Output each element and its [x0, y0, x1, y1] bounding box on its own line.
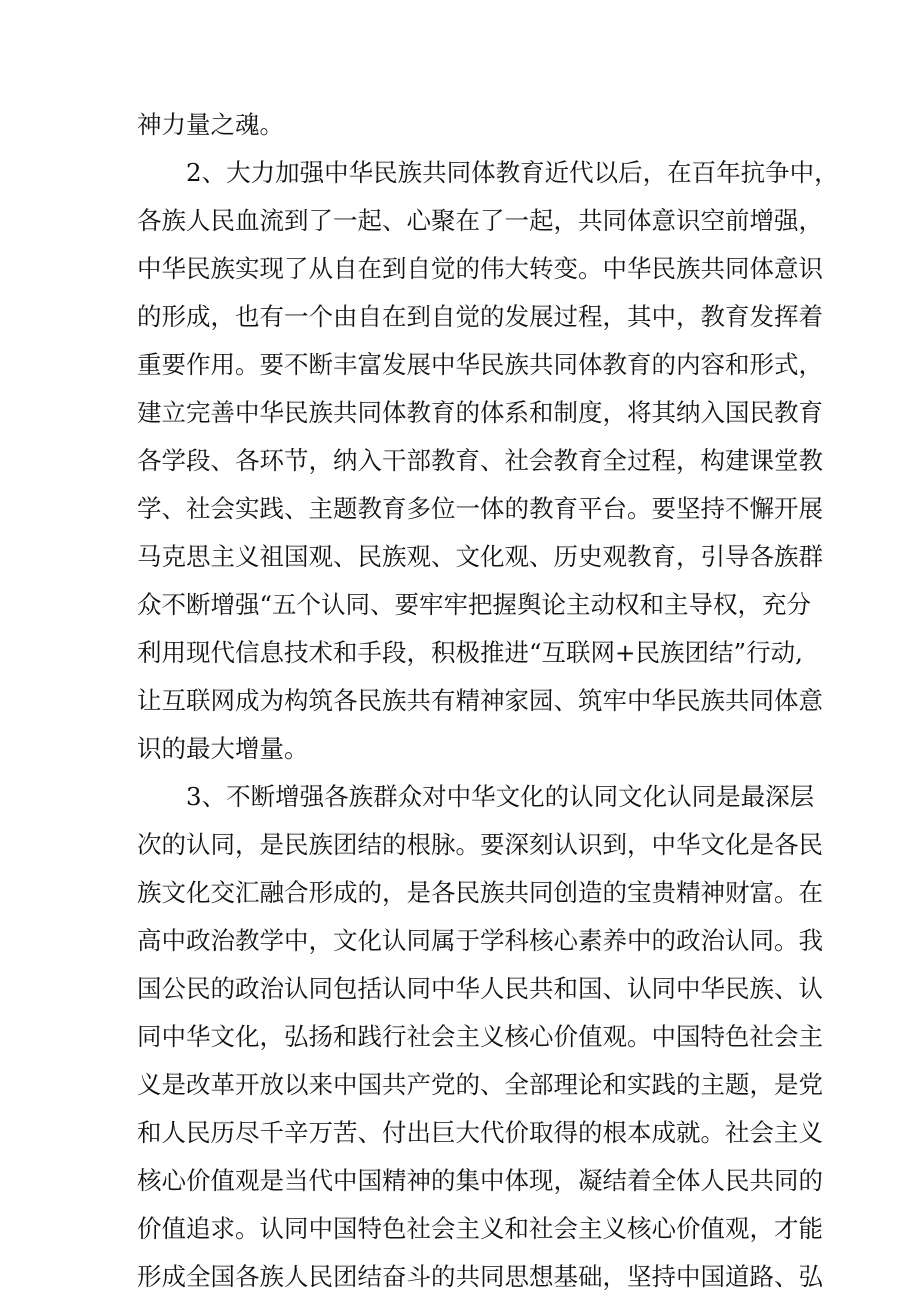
text-line: 马克思主义祖国观、民族观、文化观、历史观教育，引导各族群: [137, 542, 823, 571]
text-line: 3、不断增强各族群众对中华文化的认同文化认同是最深层: [186, 782, 815, 811]
paragraph-3-culture: [137, 773, 823, 1301]
text-line: 利用现代信息技术和手段，积极推进“互联网+民族团结”行动,: [137, 638, 803, 667]
text-line: 重要作用。要不断丰富发展中华民族共同体教育的内容和形式，: [137, 350, 823, 379]
text-line: 学、社会实践、主题教育多位一体的教育平台。要坚持不懈开展: [137, 494, 823, 523]
text-line: 各学段、各环节，纳入干部教育、社会教育全过程，构建课堂教: [137, 446, 823, 475]
text-line: 族文化交汇融合形成的，是各民族共同创造的宝贵精神财富。在: [137, 878, 823, 907]
text-line: 次的认同，是民族团结的根脉。要深刻认识到，中华文化是各民: [137, 830, 823, 859]
text-line: 各族人民血流到了一起、心聚在了一起，共同体意识空前增强，: [137, 206, 823, 235]
paragraph-continuation: [137, 101, 787, 149]
text-line: 让互联网成为构筑各民族共有精神家园、筑牢中华民族共同体意: [137, 686, 823, 715]
text-line: 核心价值观是当代中国精神的集中体现，凝结着全体人民共同的: [137, 1166, 823, 1195]
text-line: 价值追求。认同中国特色社会主义和社会主义核心价值观，才能: [137, 1214, 823, 1243]
text-line: 国公民的政治认同包括认同中华人民共和国、认同中华民族、认: [137, 974, 823, 1003]
text-line: 神力量之魂。: [137, 110, 284, 139]
document-body: [137, 101, 839, 1301]
text-line: 众不断增强“五个认同、要牢牢把握舆论主动权和主导权，充分: [137, 590, 812, 619]
text-line: 中华民族实现了从自在到自觉的伟大转变。中华民族共同体意识: [137, 254, 823, 283]
text-line: 同中华文化，弘扬和践行社会主义核心价值观。中国特色社会主: [137, 1022, 823, 1051]
text-line: 建立完善中华民族共同体教育的体系和制度，将其纳入国民教育: [137, 398, 823, 427]
text-line: 形成全国各族人民团结奋斗的共同思想基础，坚持中国道路、弘: [137, 1262, 823, 1291]
text-line: 识的最大增量。: [137, 734, 309, 763]
text-line: 和人民历尽千辛万苦、付出巨大代价取得的根本成就。社会主义: [137, 1118, 823, 1147]
text-line: 义是改革开放以来中国共产党的、全部理论和实践的主题，是党: [137, 1070, 823, 1099]
text-line: 的形成，也有一个由自在到自觉的发展过程，其中，教育发挥着: [137, 302, 823, 331]
text-line: 高中政治教学中，文化认同属于学科核心素养中的政治认同。我: [137, 926, 823, 955]
paragraph-2-education: [137, 149, 839, 773]
text-line: 2、大力加强中华民族共同体教育近代以后，在百年抗争中，: [186, 158, 839, 187]
